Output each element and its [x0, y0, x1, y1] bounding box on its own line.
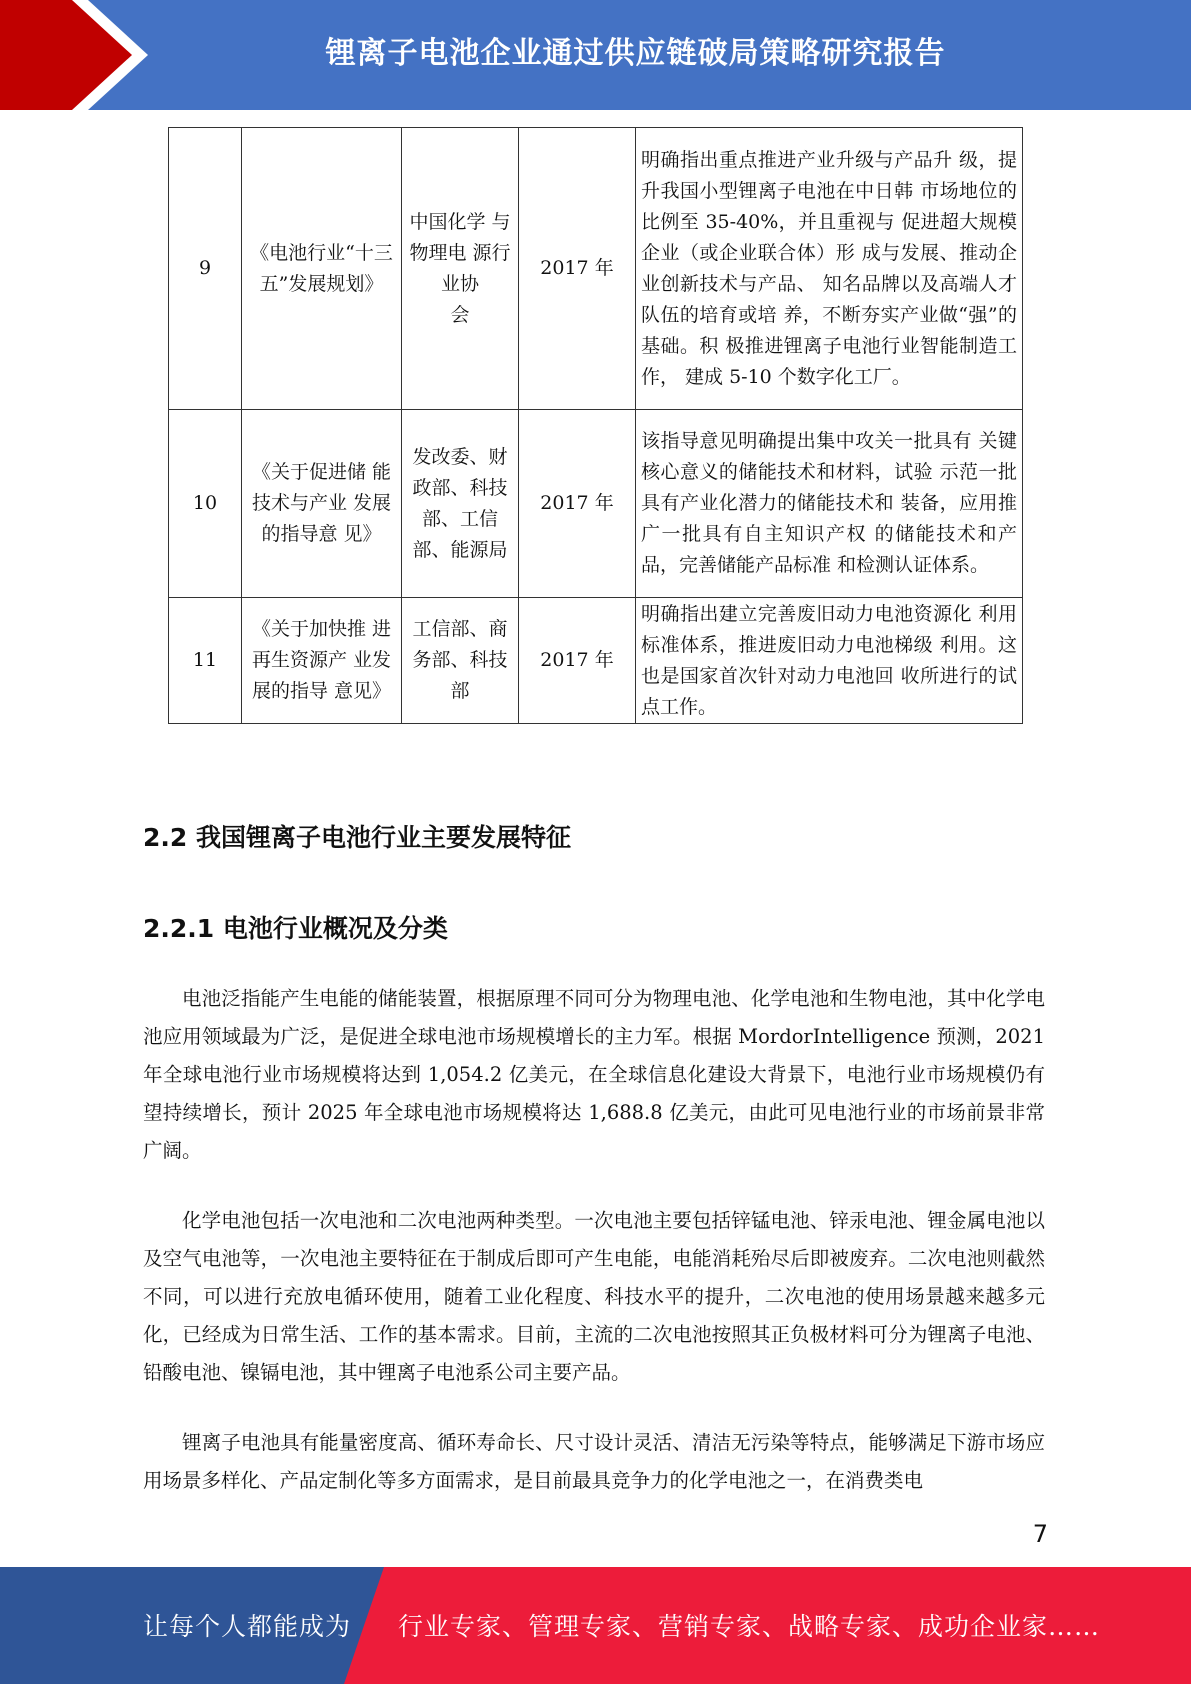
policy-description: 该指导意见明确提出集中攻关一批具有 关键核心意义的储能技术和材料，试验 示范一批具有产业化潜力的储能技术和 装备，应用推广一批具有自主知识产权 的储能技术和产品，完善储能产品标准 和检测认证体系。 [636, 410, 1023, 598]
org-line: 中国化学 与物理电 源行业协 [409, 210, 511, 295]
issuing-organization [402, 410, 519, 598]
policy-description: 明确指出重点推进产业升级与产品升 级，提升我国小型锂离子电池在中日韩 市场地位的比例至 35-40%，并且重视与 促进超大规模企业（或企业联合体）形 成与发展、推动企业创新技术与产品、 知名品牌以及高端人才队伍的培育或培 养，不断夯实产业做“强”的基础。积 极推进锂离子电池行业智能制造工作， 建成 5-10 个数字化工厂。 [636, 128, 1023, 410]
issuing-organization [402, 128, 519, 410]
body-paragraph: 电池泛指能产生电能的储能装置，根据原理不同可分为物理电池、化学电池和生物电池，其中化学电池应用领域最为广泛，是促进全球电池市场规模增长的主力军。根据 MordorIntelligence 预测，2021 年全球电池行业市场规模将达到 1,054.2 亿美元，在全球信息化建设大背景下，电池行业市场规模仍有望持续增长，预计 2025 年全球电池市场规模将达 1,688.8 亿美元，由此可见电池行业的市场前景非常广阔。 [143, 987, 1045, 1162]
policy-name: 《电池行业“十三五”发展规划》 [242, 128, 402, 410]
table-row [169, 410, 1023, 598]
page-number: 7 [1032, 1520, 1048, 1548]
org-line: 发改委、财政部、科技部、工信部、能源局 [412, 445, 508, 561]
table-row [169, 598, 1023, 724]
section-heading: 2.2 我国锂离子电池行业主要发展特征 [143, 823, 571, 852]
policy-name: 《关于加快推 进再生资源产 业发展的指导 意见》 [242, 598, 402, 724]
body-paragraph: 化学电池包括一次电池和二次电池两种类型。一次电池主要包括锌锰电池、锌汞电池、锂金属电池以及空气电池等，一次电池主要特征在于制成后即可产生电能，电能消耗殆尽后即被废弃。二次电池则截然不同，可以进行充放电循环使用，随着工业化程度、科技水平的提升，二次电池的使用场景越来越多元化，已经成为日常生活、工作的基本需求。目前，主流的二次电池按照其正负极材料可分为锂离子电池、铅酸电池、镍镉电池，其中锂离子电池系公司主要产品。 [143, 1209, 1045, 1384]
report-title: 锂离子电池企业通过供应链破局策略研究报告 [325, 36, 946, 71]
issuing-organization [402, 598, 519, 724]
page-header [0, 0, 1191, 110]
org-line: 工信部、商务部、科技部 [412, 618, 508, 702]
row-number: 9 [169, 128, 242, 410]
issue-year: 2017 年 [519, 128, 636, 410]
body-paragraph: 锂离子电池具有能量密度高、循环寿命长、尺寸设计灵活、清洁无污染等特点，能够满足下游市场应用场景多样化、产品定制化等多方面需求，是目前最具竞争力的化学电池之一，在消费类电 [143, 1431, 1045, 1492]
issue-year: 2017 年 [519, 410, 636, 598]
footer-slogan-left: 让每个人都能成为 [143, 1612, 352, 1641]
subsection-heading: 2.2.1 电池行业概况及分类 [143, 914, 448, 943]
org-line: 会 [450, 303, 470, 326]
policy-description: 明确指出建立完善废旧动力电池资源化 利用标准体系，推进废旧动力电池梯级 利用。这也是国家首次针对动力电池回 收所进行的试点工作。 [636, 598, 1023, 724]
row-number: 10 [169, 410, 242, 598]
issue-year: 2017 年 [519, 598, 636, 724]
policy-name: 《关于促进储 能技术与产业 发展的指导意 见》 [242, 410, 402, 598]
page-footer [0, 1567, 1191, 1684]
footer-slogan-right: 行业专家、管理专家、营销专家、战略专家、成功企业家…… [398, 1612, 1101, 1641]
table-row [169, 128, 1023, 410]
row-number: 11 [169, 598, 242, 724]
policy-table [168, 127, 1023, 724]
